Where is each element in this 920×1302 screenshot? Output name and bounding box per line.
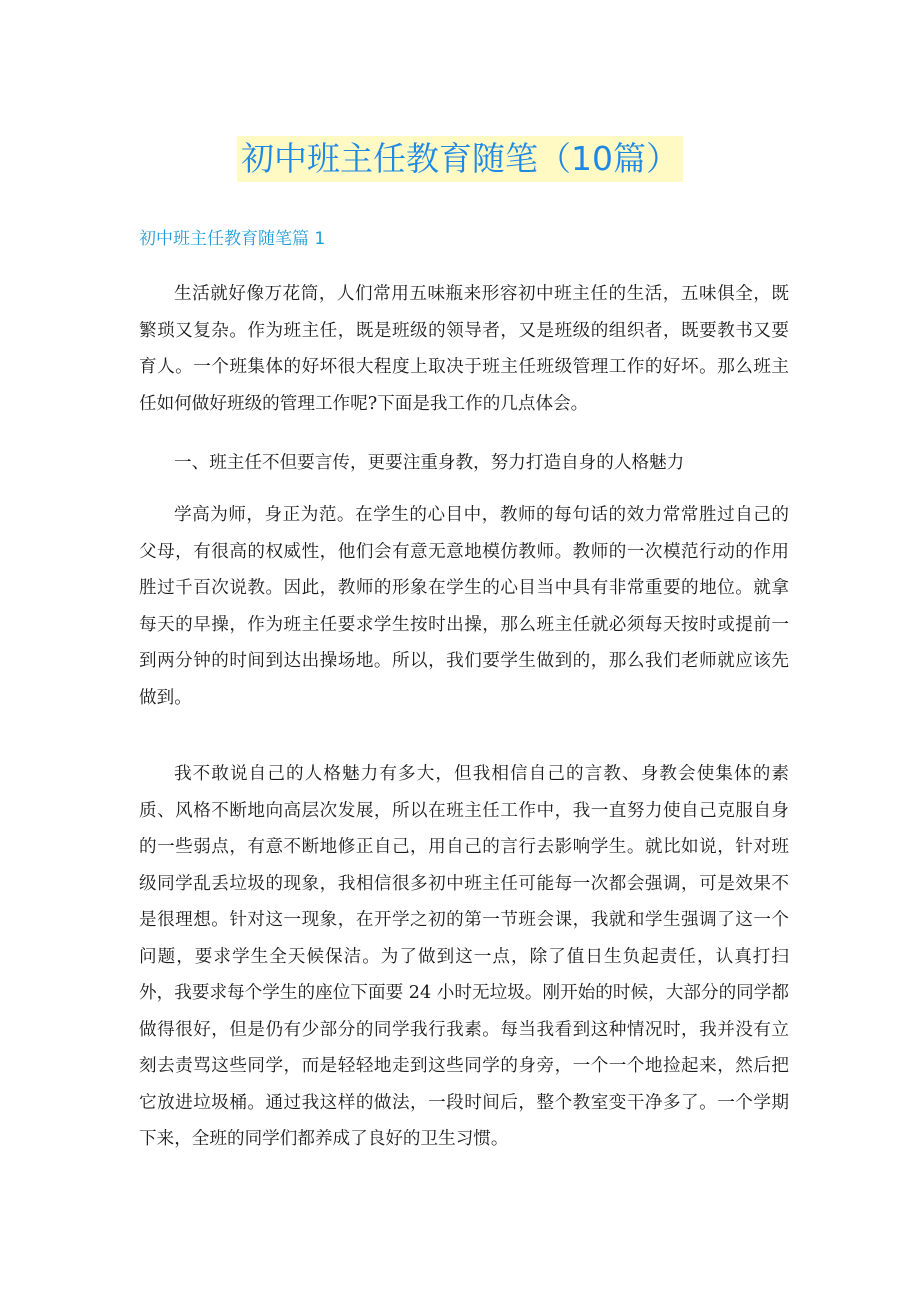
paragraph-point-heading: 一、班主任不但要言传，更要注重身教，努力打造自身的人格魅力 xyxy=(174,453,685,473)
section-heading: 初中班主任教育随笔篇 1 xyxy=(139,229,326,249)
paragraph-personal-example: 我不敢说自己的人格魅力有多大，但我相信自己的言教、身教会使集体的素质、风格不断地向高层次发展，所以在班主任工作中，我一直努力使自己克服自身的一些弱点，有意不断地修正自己，用自己的言行去影响学生。就比如说，针对班级同学乱丢垃圾的现象，我相信很多初中班主任可能每一次都会强调，可是效果不是很理想。针对这一现象，在开学之初的第一节班会课，我就和学生强调了这一个问题，要求学生全天候保洁。为了做到这一点，除了值日生负起责任，认真打扫外，我要求每个学生的座位下面要 24 小时无垃圾。刚开始的时候，大部分的同学都做得很好，但是仍有少部分的同学我行我素。每当我看到这种情况时，我并没有立刻去责骂这些同学，而是轻轻地走到这些同学的身旁，一个一个地捡起来，然后把它放进垃圾桶。通过我这样的做法，一段时间后，整个教室变干净多了。一个学期下来，全班的同学们都养成了良好的卫生习惯。 xyxy=(139,764,789,1149)
document-title: 初中班主任教育随笔（10篇） xyxy=(237,136,683,182)
paragraph-intro: 生活就好像万花筒，人们常用五味瓶来形容初中班主任的生活，五味俱全，既繁琐又复杂。作为班主任，既是班级的领导者，又是班级的组织者，既要教书又要育人。一个班集体的好坏很大程度上取决于班主任班级管理工作的好坏。那么班主任如何做好班级的管理工作呢?下面是我工作的几点体会。 xyxy=(139,284,789,414)
title-container xyxy=(0,136,920,182)
paragraph-role-model: 学高为师，身正为范。在学生的心目中，教师的每句话的效力常常胜过自己的父母，有很高的权威性，他们会有意无意地模仿教师。教师的一次模范行动的作用胜过千百次说教。因此，教师的形象在学生的心目当中具有非常重要的地位。就拿每天的早操，作为班主任要求学生按时出操，那么班主任就必须每天按时或提前一到两分钟的时间到达出操场地。所以，我们要学生做到的，那么我们老师就应该先做到。 xyxy=(139,505,789,708)
